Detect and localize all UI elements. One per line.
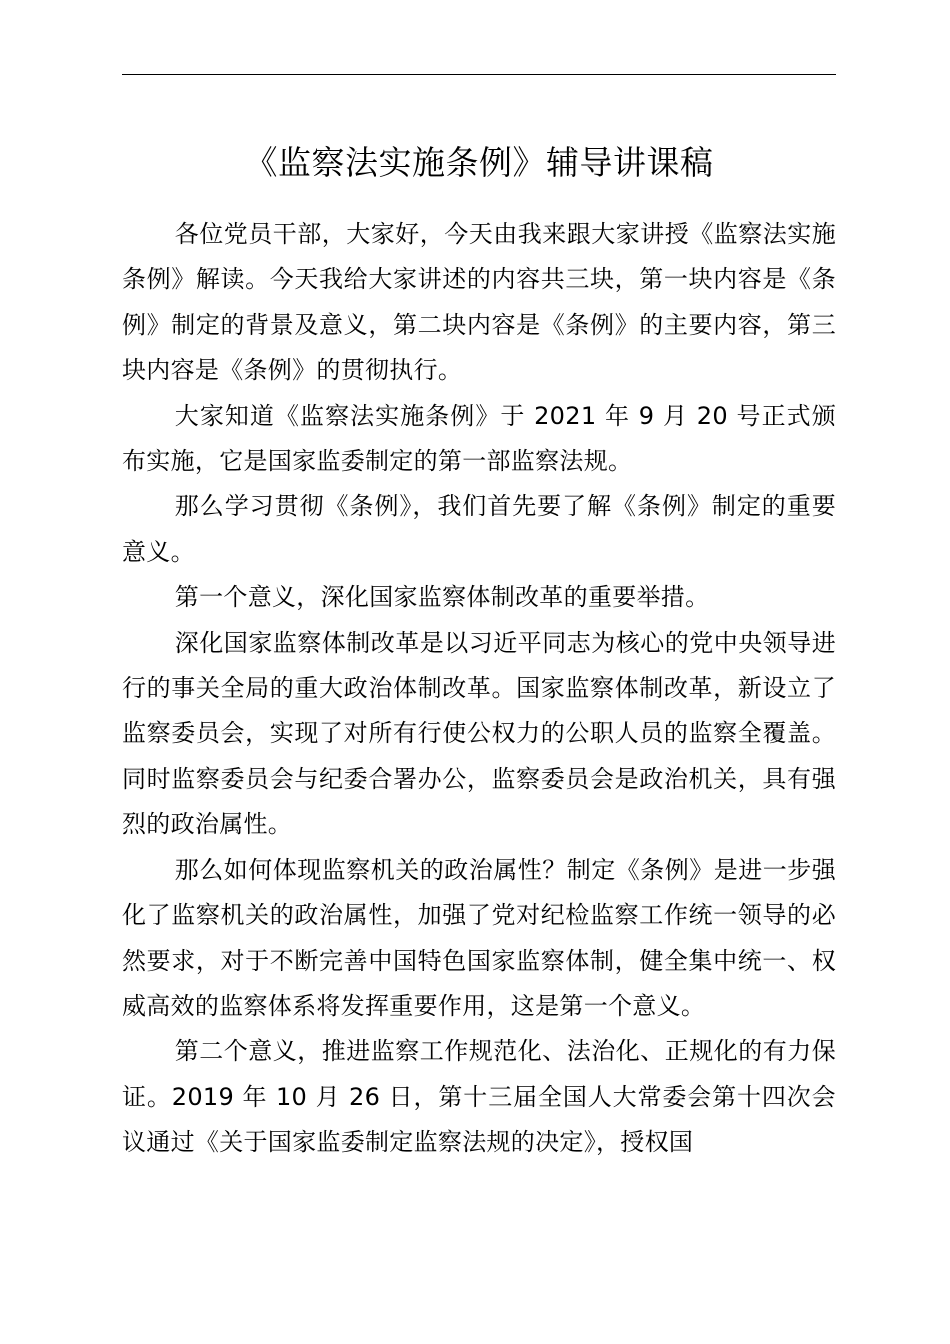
document-title: 《监察法实施条例》辅导讲课稿	[244, 143, 714, 182]
paragraph-significance-intro: 那么学习贯彻《条例》，我们首先要了解《条例》制定的重要意义。	[122, 492, 836, 566]
paragraph-issuance: 大家知道《监察法实施条例》于 2021 年 9 月 20 号正式颁布实施，它是国家监委制定的第一部监察法规。	[122, 401, 836, 476]
paragraph-reform: 深化国家监察体制改革是以习近平同志为核心的党中央领导进行的事关全局的重大政治体制改革。国家监察体制改革，新设立了监察委员会，实现了对所有行使公权力的公职人员的监察全覆盖。同时监察委员会与纪委合署办公，监察委员会是政治机关，具有强烈的政治属性。	[122, 628, 836, 839]
document-body	[122, 212, 836, 1166]
paragraph-intro: 各位党员干部，大家好，今天由我来跟大家讲授《监察法实施条例》解读。今天我给大家讲述的内容共三块，第一块内容是《条例》制定的背景及意义，第二块内容是《条例》的主要内容，第三块内容是《条例》的贯彻执行。	[122, 220, 836, 385]
header-rule	[122, 74, 836, 75]
paragraph-second-significance: 第二个意义，推进监察工作规范化、法治化、正规化的有力保证。2019 年 10 月 26 日，第十三届全国人大常委会第十四次会议通过《关于国家监委制定监察法规的决定》，授权国	[122, 1037, 836, 1157]
paragraph-political-attribute: 那么如何体现监察机关的政治属性？制定《条例》是进一步强化了监察机关的政治属性，加强了党对纪检监察工作统一领导的必然要求，对于不断完善中国特色国家监察体制，健全集中统一、权威高效的监察体系将发挥重要作用，这是第一个意义。	[122, 855, 836, 1020]
paragraph-first-significance-heading: 第一个意义，深化国家监察体制改革的重要举措。	[174, 583, 710, 612]
